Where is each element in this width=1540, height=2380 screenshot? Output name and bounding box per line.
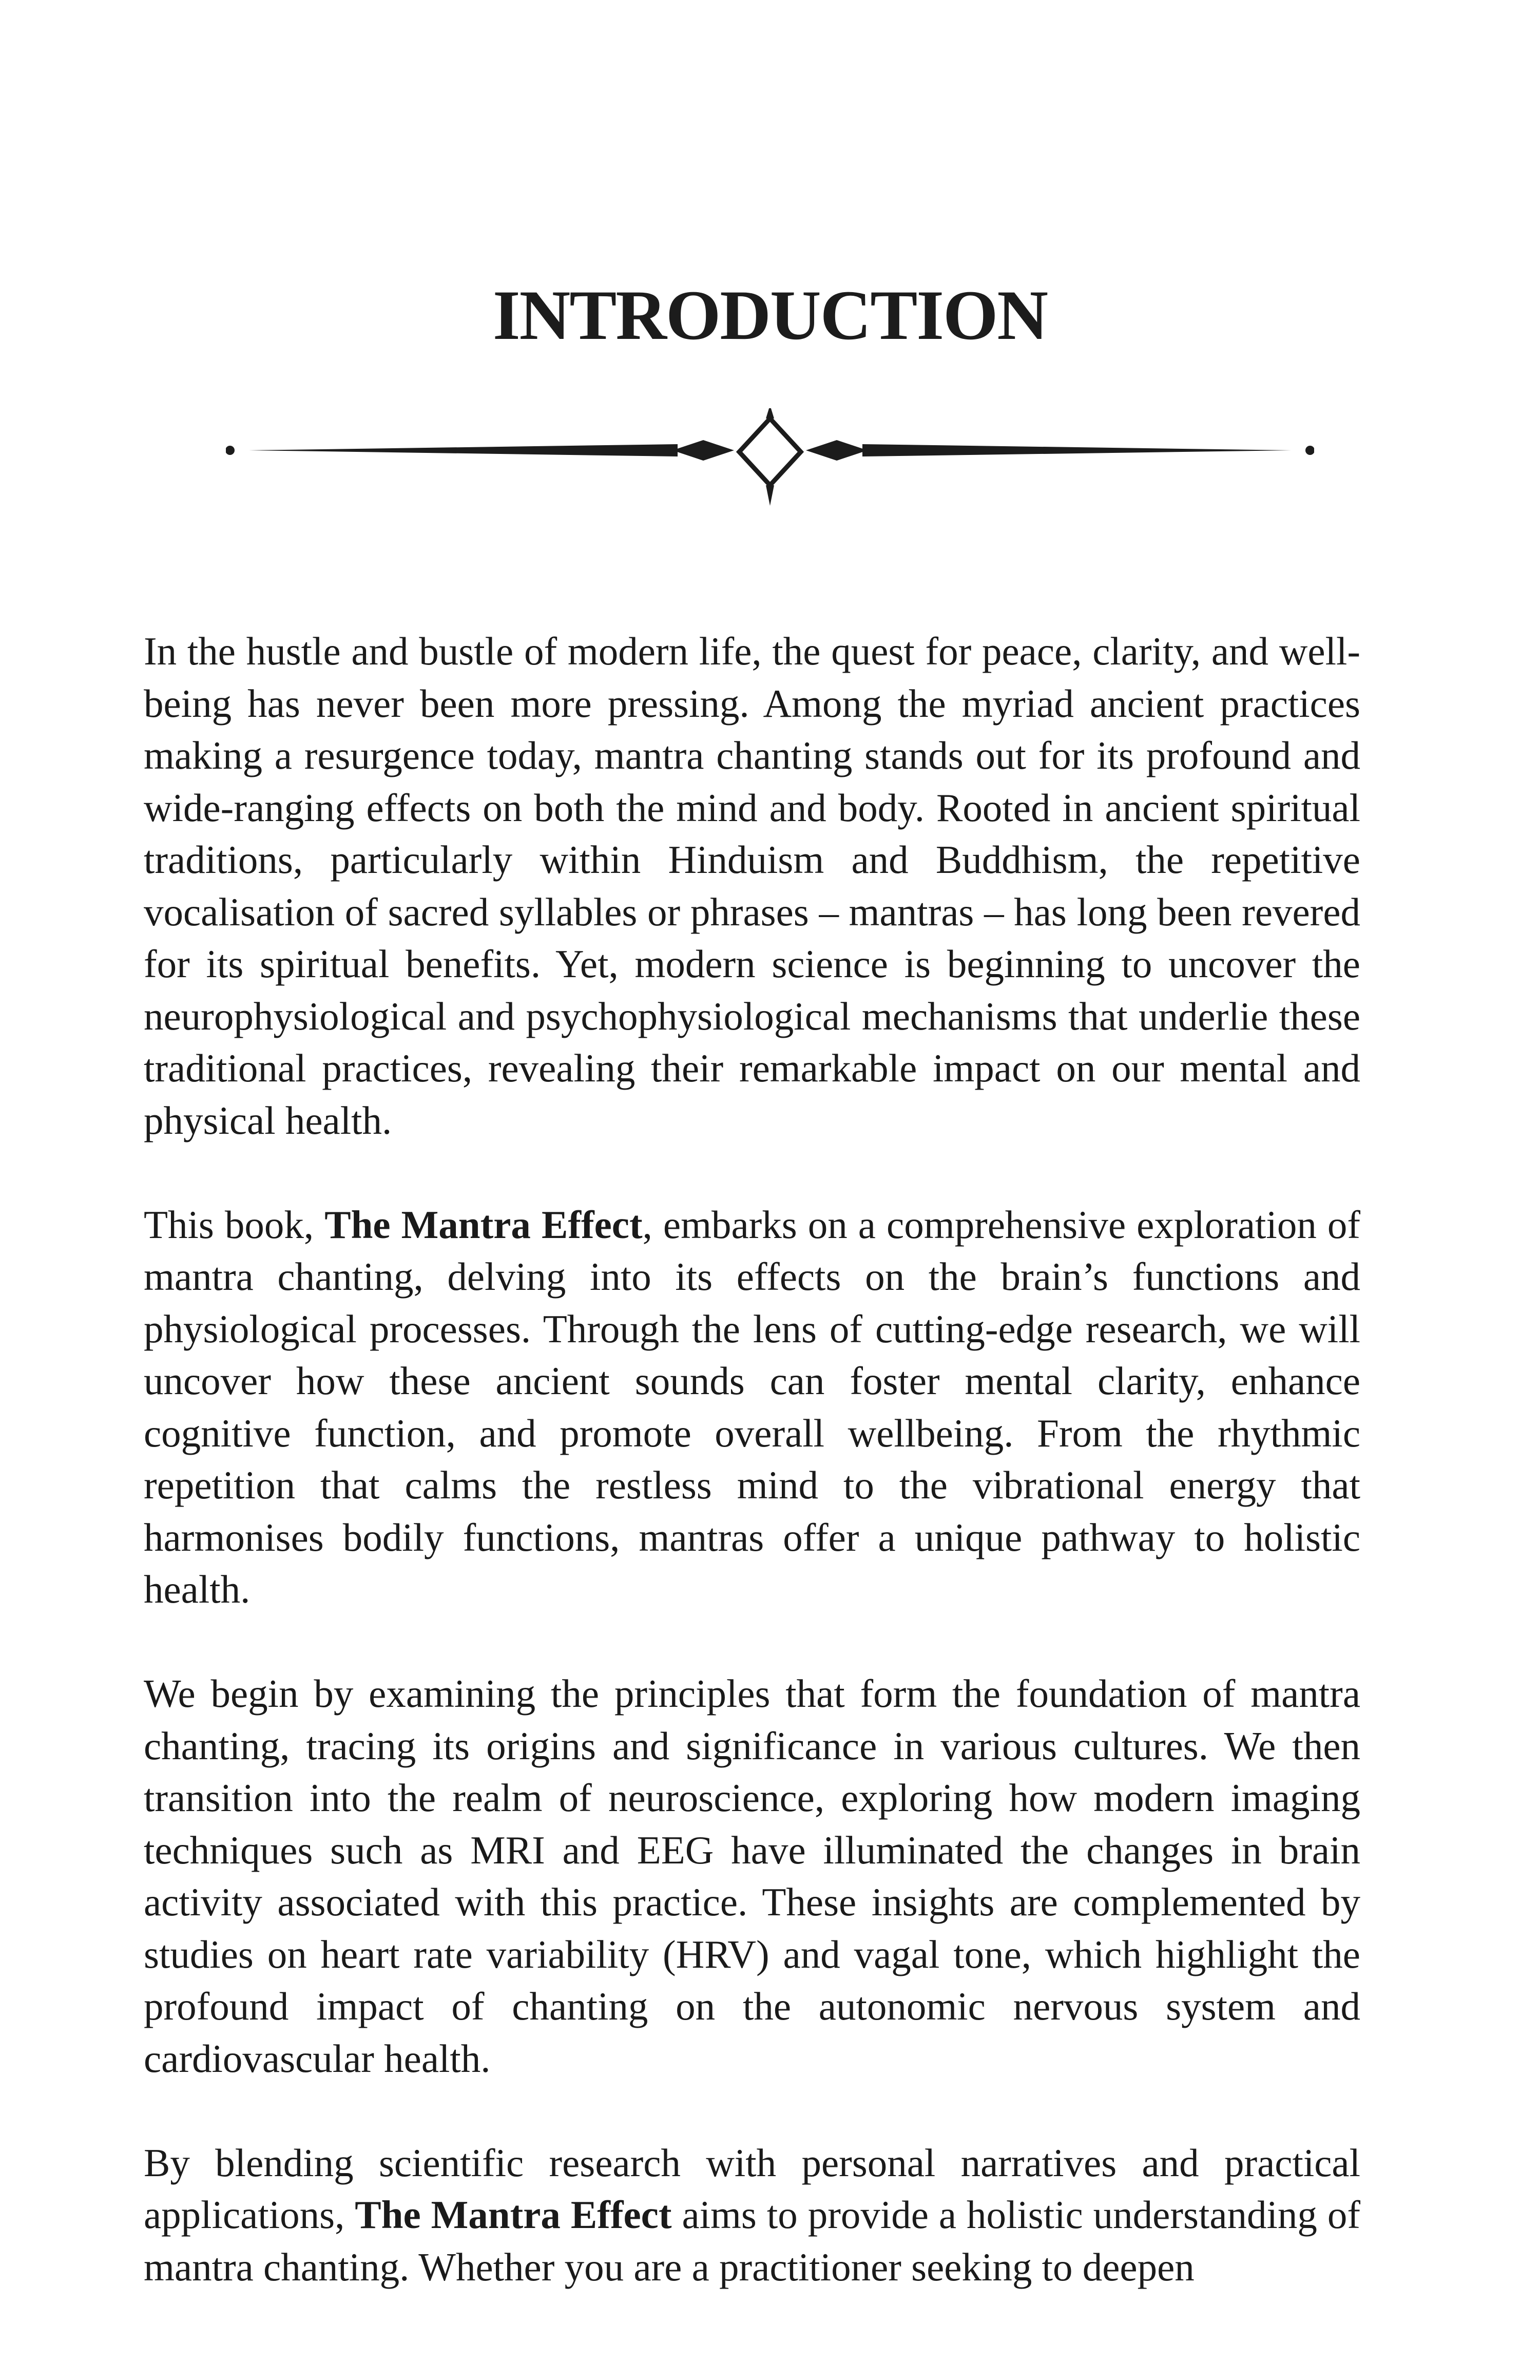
ornamental-divider-icon	[226, 408, 1314, 511]
paragraph-3: We begin by examining the principles that form the foundation of mantra chanting, tracing its origins and significance in various cultures. We then transition into the realm of neuroscience, exploring how modern imaging techniques such as MRI and EEG have illuminated the changes in brain activity associated with this practice. These insights are complemented by studies on heart rate variability (HRV) and vagal tone, which highlight the profound impact of chanting on the autonomic nervous system and cardiovascular health.	[144, 1671, 1360, 2081]
paragraph-2-start: This book,	[144, 1202, 325, 1247]
chapter-title: INTRODUCTION	[492, 276, 1048, 354]
paragraph-1: In the hustle and bustle of modern life, the quest for peace, clarity, and well-being has never been more pressing. Among the myriad ancient practices making a resurgence today, mantra chanting stands out for its profound and wide-ranging effects on both the mind and body. Rooted in ancient spiritual traditions, particularly within Hinduism and Buddhism, the repetitive vocalisation of sacred syllables or phrases – mantras – has long been revered for its spiritual benefits. Yet, modern science is beginning to uncover the neurophysiological and psychophysiological mechanisms that underlie these traditional practices, revealing their remarkable impact on our mental and physical health.	[144, 629, 1360, 1143]
paragraph-2-rest: , embarks on a comprehensive exploration of mantra chanting, delving into its effects on the brain’s functions and physiological processes. Through the lens of cutting-edge research, we will uncover how these ancient sounds can foster mental clarity, enhance cognitive function, and promote overall wellbeing. From the rhythmic repetition that calms the restless mind to the vibrational energy that harmonises bodily functions, mantras offer a unique pathway to holistic health.	[144, 1202, 1360, 1611]
paragraph-4	[144, 2137, 1360, 2294]
paragraph-2	[144, 1199, 1360, 1616]
paragraph-4-rest: aims to provide a holistic understanding of mantra chanting. Whether you are a practitioner seeking to deepen	[144, 2193, 1361, 2289]
body-text	[144, 625, 1360, 2346]
paragraph-4-start: By blending scientific research with personal narratives and practical applications,	[144, 2140, 1360, 2237]
book-title-emphasis: The Mantra Effect	[355, 2193, 672, 2237]
book-title-emphasis: The Mantra Effect	[324, 1202, 643, 1247]
